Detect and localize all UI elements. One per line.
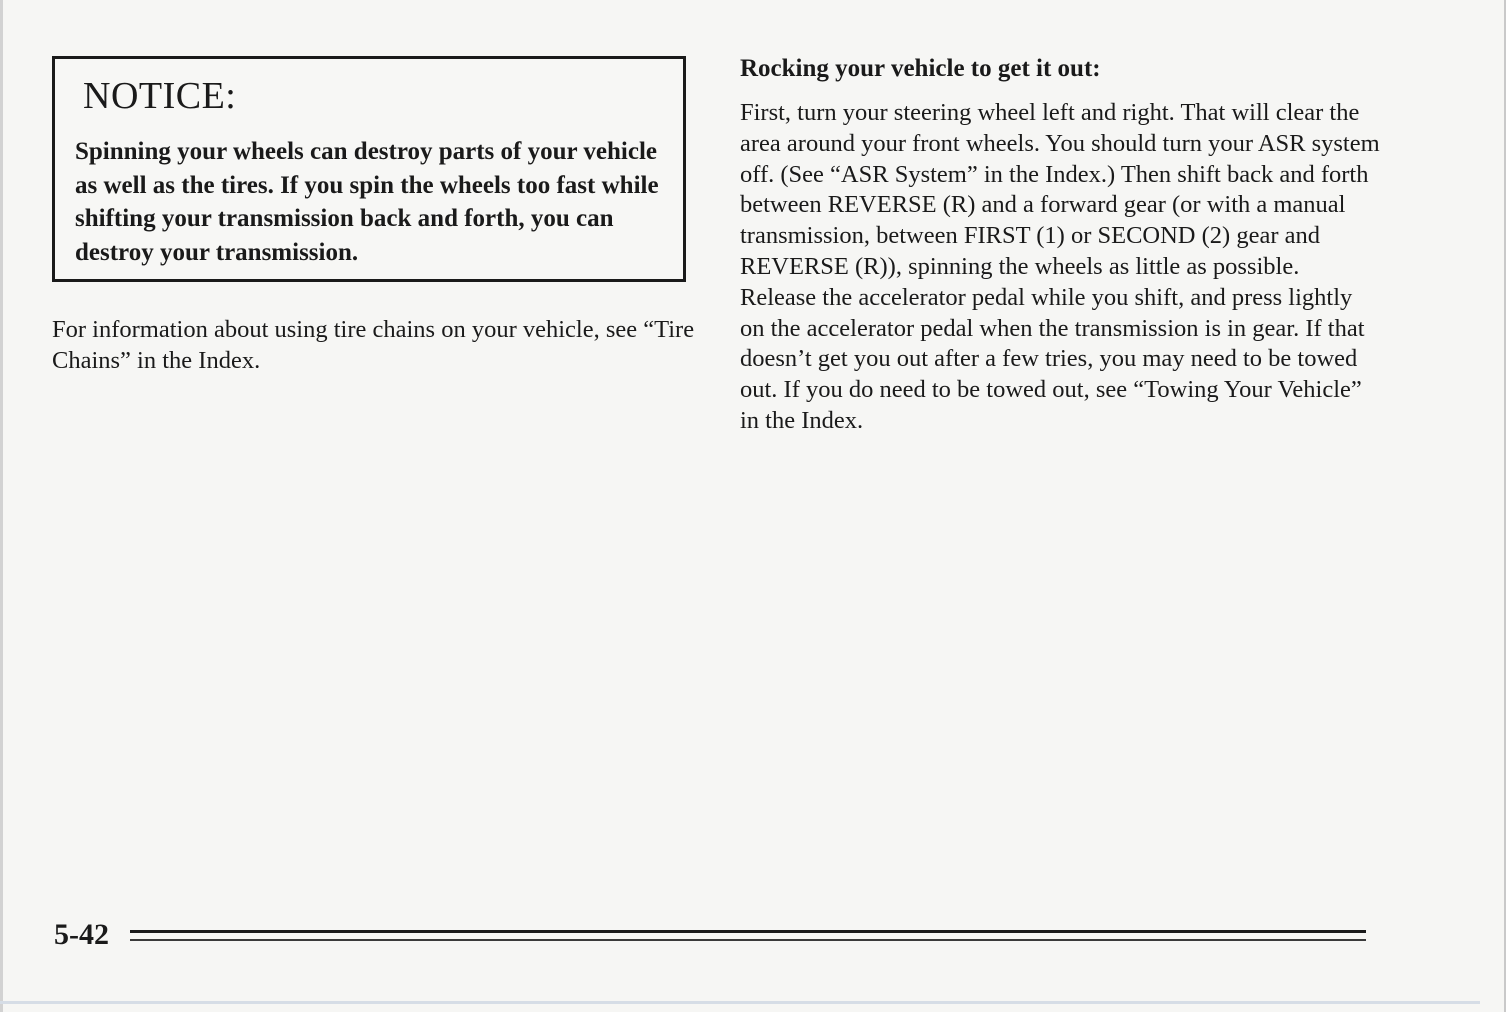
rocking-vehicle-paragraph: First, turn your steering wheel left and right. That will clear the area around your front wheels. You should turn your ASR system off. (See “ASR System” in the Index.) Then shift back and forth between REVERSE (R) and a forward gear (or with a manual transmission, between FIRST (1) or SECOND (2) gear and REVERSE (R)), spinning the wheels as little as possible. Release the accelerator pedal while you shift, and press lightly on the accelerator pedal when the transmission is in gear. If that doesn’t get you out after a few tries, you may need to be towed out. If you do need to be towed out, see “Towing Your Vehicle” in the Index.: [740, 99, 1380, 434]
notice-title: NOTICE:: [83, 75, 237, 117]
page-bottom-edge: [0, 1001, 1480, 1004]
footer-rule: [130, 930, 1366, 941]
rocking-vehicle-heading: Rocking your vehicle to get it out:: [740, 55, 1101, 82]
notice-text: Spinning your wheels can destroy parts of your vehicle as well as the tires. If you spin the wheels too fast while shifting your transmission back and forth, you can destroy your transmission.: [75, 138, 659, 266]
tire-chains-paragraph: For information about using tire chains on your vehicle, see “Tire Chains” in the Index.: [52, 316, 695, 374]
page-left-edge: [0, 0, 3, 1012]
footer-rule-thin: [130, 939, 1366, 941]
page-number: 5-42: [54, 918, 109, 951]
notice-box: [52, 56, 686, 282]
